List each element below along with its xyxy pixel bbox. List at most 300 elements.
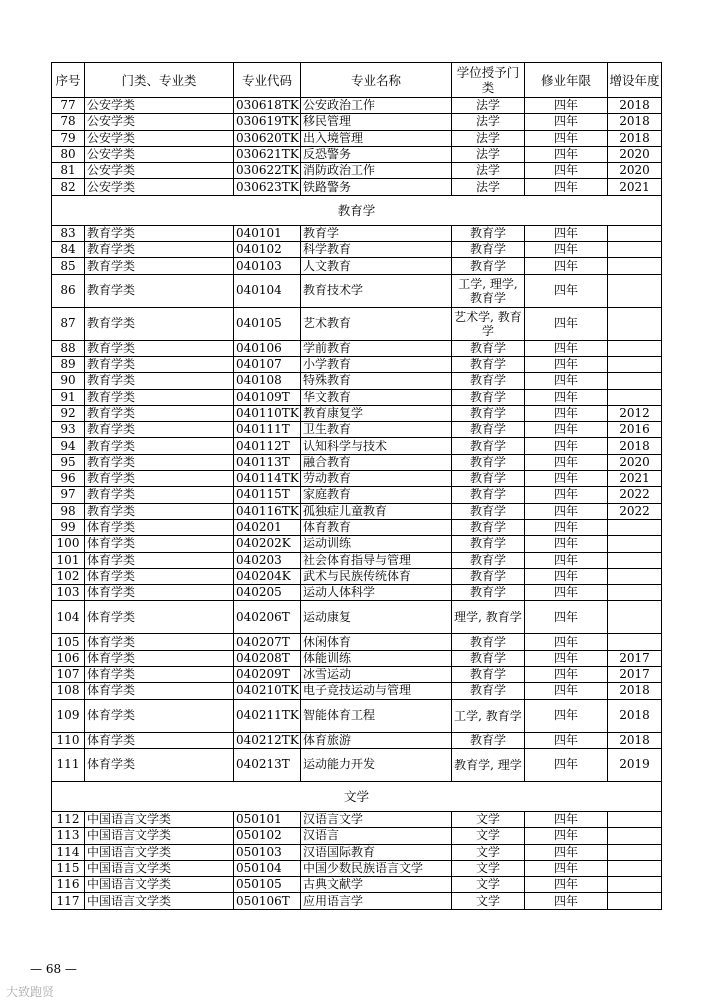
table-row: [52, 454, 662, 470]
row-code: 040213T: [234, 748, 301, 781]
table-row: [52, 340, 662, 356]
row-duration: 四年: [525, 650, 608, 666]
row-major-name: 体育教育: [301, 519, 452, 535]
row-category: 体育学类: [85, 650, 234, 666]
row-duration: 四年: [525, 519, 608, 535]
table-row: [52, 844, 662, 860]
table-row: [52, 650, 662, 666]
row-year: [608, 519, 662, 535]
table-row: [52, 601, 662, 634]
row-degree: 教育学: [452, 503, 525, 519]
row-year: 2016: [608, 422, 662, 438]
row-degree: 教育学: [452, 585, 525, 601]
row-year: [608, 389, 662, 405]
row-year: 2018: [608, 699, 662, 732]
row-code: 030620TK: [234, 130, 301, 146]
row-major-name: 劳动教育: [301, 471, 452, 487]
row-category: 体育学类: [85, 536, 234, 552]
row-index: 88: [52, 340, 85, 356]
row-degree: 教育学: [452, 732, 525, 748]
row-code: 040106: [234, 340, 301, 356]
table-row: [52, 667, 662, 683]
row-year: 2021: [608, 179, 662, 195]
row-duration: 四年: [525, 130, 608, 146]
table-row: [52, 503, 662, 519]
row-year: [608, 356, 662, 372]
row-code: 040212TK: [234, 732, 301, 748]
row-year: 2017: [608, 667, 662, 683]
row-degree: 教育学: [452, 438, 525, 454]
row-category: 教育学类: [85, 503, 234, 519]
row-year: [608, 373, 662, 389]
row-index: 87: [52, 307, 85, 340]
table-row: [52, 828, 662, 844]
row-duration: 四年: [525, 146, 608, 162]
header-code: 专业代码: [234, 63, 301, 98]
row-duration: 四年: [525, 811, 608, 827]
row-category: 中国语言文学类: [85, 860, 234, 876]
row-major-name: 冰雪运动: [301, 667, 452, 683]
row-year: [608, 877, 662, 893]
row-duration: 四年: [525, 471, 608, 487]
row-year: [608, 242, 662, 258]
row-code: 050103: [234, 844, 301, 860]
row-degree: 法学: [452, 98, 525, 114]
section-row: [52, 781, 662, 811]
row-major-name: 运动康复: [301, 601, 452, 634]
row-code: 040113T: [234, 454, 301, 470]
row-major-name: 孤独症儿童教育: [301, 503, 452, 519]
row-year: 2017: [608, 650, 662, 666]
row-code: 050106T: [234, 893, 301, 909]
row-code: 040107: [234, 356, 301, 372]
table-row: [52, 146, 662, 162]
row-year: 2018: [608, 438, 662, 454]
row-degree: 文学: [452, 877, 525, 893]
row-degree: 法学: [452, 114, 525, 130]
table-row: [52, 438, 662, 454]
table-row: [52, 163, 662, 179]
row-code: 040206T: [234, 601, 301, 634]
table-body: [52, 98, 662, 910]
table-row: [52, 98, 662, 114]
row-category: 体育学类: [85, 552, 234, 568]
row-degree: 法学: [452, 130, 525, 146]
row-year: [608, 828, 662, 844]
row-duration: 四年: [525, 389, 608, 405]
row-year: [608, 811, 662, 827]
row-major-name: 家庭教育: [301, 487, 452, 503]
row-index: 96: [52, 471, 85, 487]
row-category: 公安学类: [85, 179, 234, 195]
table-row: [52, 405, 662, 421]
row-index: 110: [52, 732, 85, 748]
row-major-name: 体育旅游: [301, 732, 452, 748]
row-category: 中国语言文学类: [85, 893, 234, 909]
row-code: 030621TK: [234, 146, 301, 162]
row-category: 教育学类: [85, 307, 234, 340]
row-major-name: 铁路警务: [301, 179, 452, 195]
row-year: 2018: [608, 114, 662, 130]
row-category: 公安学类: [85, 98, 234, 114]
row-category: 公安学类: [85, 114, 234, 130]
row-major-name: 社会体育指导与管理: [301, 552, 452, 568]
row-duration: 四年: [525, 877, 608, 893]
row-duration: 四年: [525, 225, 608, 241]
row-year: [608, 844, 662, 860]
row-index: 115: [52, 860, 85, 876]
row-major-name: 智能体育工程: [301, 699, 452, 732]
row-major-name: 华文教育: [301, 389, 452, 405]
row-degree: 教育学: [452, 634, 525, 650]
row-degree: 教育学: [452, 225, 525, 241]
row-duration: 四年: [525, 552, 608, 568]
row-degree: 教育学: [452, 340, 525, 356]
row-major-name: 教育学: [301, 225, 452, 241]
row-code: 040205: [234, 585, 301, 601]
row-degree: 文学: [452, 893, 525, 909]
row-degree: 艺术学, 教育学: [452, 307, 525, 340]
row-code: 030622TK: [234, 163, 301, 179]
row-index: 100: [52, 536, 85, 552]
row-index: 116: [52, 877, 85, 893]
row-duration: 四年: [525, 536, 608, 552]
row-code: 040211TK: [234, 699, 301, 732]
row-category: 教育学类: [85, 454, 234, 470]
table-row: [52, 732, 662, 748]
header-major-name: 专业名称: [301, 63, 452, 98]
row-index: 91: [52, 389, 85, 405]
row-degree: 教育学: [452, 552, 525, 568]
row-category: 教育学类: [85, 373, 234, 389]
row-index: 108: [52, 683, 85, 699]
row-year: [608, 225, 662, 241]
row-degree: 工学, 理学, 教育学: [452, 274, 525, 307]
row-index: 85: [52, 258, 85, 274]
row-index: 78: [52, 114, 85, 130]
row-major-name: 应用语言学: [301, 893, 452, 909]
row-category: 中国语言文学类: [85, 811, 234, 827]
row-category: 中国语言文学类: [85, 828, 234, 844]
row-category: 教育学类: [85, 340, 234, 356]
row-major-name: 电子竞技运动与管理: [301, 683, 452, 699]
row-index: 101: [52, 552, 85, 568]
table-row: [52, 699, 662, 732]
section-row: [52, 195, 662, 225]
row-code: 040210TK: [234, 683, 301, 699]
row-degree: 教育学: [452, 242, 525, 258]
table-row: [52, 519, 662, 535]
row-year: [608, 274, 662, 307]
table-row: [52, 487, 662, 503]
row-duration: 四年: [525, 340, 608, 356]
row-category: 体育学类: [85, 748, 234, 781]
row-index: 112: [52, 811, 85, 827]
row-major-name: 认知科学与技术: [301, 438, 452, 454]
table-row: [52, 114, 662, 130]
row-major-name: 小学教育: [301, 356, 452, 372]
row-year: 2012: [608, 405, 662, 421]
row-category: 公安学类: [85, 163, 234, 179]
row-degree: 教育学: [452, 519, 525, 535]
table-row: [52, 373, 662, 389]
row-duration: 四年: [525, 667, 608, 683]
row-duration: 四年: [525, 844, 608, 860]
row-code: 040110TK: [234, 405, 301, 421]
row-category: 体育学类: [85, 585, 234, 601]
row-major-name: 人文教育: [301, 258, 452, 274]
row-index: 77: [52, 98, 85, 114]
row-major-name: 汉语言: [301, 828, 452, 844]
row-major-name: 融合教育: [301, 454, 452, 470]
row-duration: 四年: [525, 438, 608, 454]
row-category: 教育学类: [85, 258, 234, 274]
row-duration: 四年: [525, 748, 608, 781]
row-duration: 四年: [525, 242, 608, 258]
row-code: 030618TK: [234, 98, 301, 114]
table-row: [52, 683, 662, 699]
row-index: 81: [52, 163, 85, 179]
row-degree: 文学: [452, 860, 525, 876]
row-duration: 四年: [525, 179, 608, 195]
row-year: 2018: [608, 130, 662, 146]
row-duration: 四年: [525, 732, 608, 748]
row-category: 教育学类: [85, 422, 234, 438]
row-duration: 四年: [525, 98, 608, 114]
row-code: 040115T: [234, 487, 301, 503]
row-degree: 教育学: [452, 258, 525, 274]
row-duration: 四年: [525, 258, 608, 274]
row-degree: 教育学, 理学: [452, 748, 525, 781]
table-row: [52, 389, 662, 405]
row-category: 体育学类: [85, 683, 234, 699]
row-duration: 四年: [525, 422, 608, 438]
row-index: 80: [52, 146, 85, 162]
row-index: 79: [52, 130, 85, 146]
row-duration: 四年: [525, 634, 608, 650]
row-code: 050105: [234, 877, 301, 893]
row-category: 教育学类: [85, 356, 234, 372]
row-index: 93: [52, 422, 85, 438]
section-title: 文学: [52, 781, 662, 811]
row-year: [608, 340, 662, 356]
row-index: 95: [52, 454, 85, 470]
row-degree: 教育学: [452, 568, 525, 584]
table-row: [52, 422, 662, 438]
row-code: 040209T: [234, 667, 301, 683]
row-category: 体育学类: [85, 667, 234, 683]
row-year: [608, 307, 662, 340]
row-index: 117: [52, 893, 85, 909]
row-major-name: 教育康复学: [301, 405, 452, 421]
row-category: 教育学类: [85, 471, 234, 487]
row-degree: 教育学: [452, 487, 525, 503]
row-index: 94: [52, 438, 85, 454]
row-major-name: 教育技术学: [301, 274, 452, 307]
row-index: 97: [52, 487, 85, 503]
row-code: 050104: [234, 860, 301, 876]
row-year: [608, 893, 662, 909]
header-year: 增设年度: [608, 63, 662, 98]
table-row: [52, 242, 662, 258]
row-duration: 四年: [525, 487, 608, 503]
row-year: 2020: [608, 163, 662, 179]
row-index: 99: [52, 519, 85, 535]
row-major-name: 艺术教育: [301, 307, 452, 340]
table-row: [52, 893, 662, 909]
row-degree: 教育学: [452, 389, 525, 405]
row-major-name: 科学教育: [301, 242, 452, 258]
row-degree: 教育学: [452, 405, 525, 421]
row-code: 040103: [234, 258, 301, 274]
row-degree: 教育学: [452, 422, 525, 438]
row-category: 体育学类: [85, 601, 234, 634]
row-index: 114: [52, 844, 85, 860]
row-category: 体育学类: [85, 699, 234, 732]
row-degree: 教育学: [452, 650, 525, 666]
row-degree: 教育学: [452, 667, 525, 683]
row-degree: 教育学: [452, 683, 525, 699]
row-year: [608, 860, 662, 876]
row-major-name: 汉语言文学: [301, 811, 452, 827]
table-row: [52, 536, 662, 552]
row-degree: 教育学: [452, 454, 525, 470]
row-year: 2022: [608, 503, 662, 519]
row-major-name: 运动训练: [301, 536, 452, 552]
row-duration: 四年: [525, 356, 608, 372]
row-category: 教育学类: [85, 405, 234, 421]
header-row: [52, 63, 662, 98]
row-category: 教育学类: [85, 389, 234, 405]
table-row: [52, 130, 662, 146]
row-code: 040203: [234, 552, 301, 568]
row-index: 113: [52, 828, 85, 844]
row-duration: 四年: [525, 373, 608, 389]
row-duration: 四年: [525, 405, 608, 421]
header-category: 门类、专业类: [85, 63, 234, 98]
row-year: [608, 536, 662, 552]
row-duration: 四年: [525, 274, 608, 307]
row-year: 2021: [608, 471, 662, 487]
row-index: 106: [52, 650, 85, 666]
row-degree: 教育学: [452, 471, 525, 487]
row-major-name: 休闲体育: [301, 634, 452, 650]
table-row: [52, 748, 662, 781]
table-row: [52, 225, 662, 241]
row-major-name: 特殊教育: [301, 373, 452, 389]
row-major-name: 运动人体科学: [301, 585, 452, 601]
row-duration: 四年: [525, 307, 608, 340]
row-index: 103: [52, 585, 85, 601]
row-index: 109: [52, 699, 85, 732]
row-code: 040104: [234, 274, 301, 307]
row-major-name: 出入境管理: [301, 130, 452, 146]
table-row: [52, 634, 662, 650]
row-category: 中国语言文学类: [85, 844, 234, 860]
row-code: 040114TK: [234, 471, 301, 487]
row-year: [608, 568, 662, 584]
row-code: 040101: [234, 225, 301, 241]
row-code: 040108: [234, 373, 301, 389]
row-degree: 工学, 教育学: [452, 699, 525, 732]
row-code: 040202K: [234, 536, 301, 552]
row-duration: 四年: [525, 683, 608, 699]
row-category: 体育学类: [85, 568, 234, 584]
row-duration: 四年: [525, 699, 608, 732]
row-code: 040109T: [234, 389, 301, 405]
row-duration: 四年: [525, 568, 608, 584]
page-number: — 68 —: [30, 962, 77, 976]
row-code: 040111T: [234, 422, 301, 438]
row-major-name: 学前教育: [301, 340, 452, 356]
row-category: 体育学类: [85, 519, 234, 535]
row-major-name: 移民管理: [301, 114, 452, 130]
row-code: 050102: [234, 828, 301, 844]
table-row: [52, 568, 662, 584]
row-major-name: 汉语国际教育: [301, 844, 452, 860]
row-year: [608, 585, 662, 601]
row-code: 040201: [234, 519, 301, 535]
row-duration: 四年: [525, 503, 608, 519]
table-row: [52, 356, 662, 372]
row-code: 040105: [234, 307, 301, 340]
row-major-name: 消防政治工作: [301, 163, 452, 179]
row-duration: 四年: [525, 828, 608, 844]
section-title: 教育学: [52, 195, 662, 225]
row-year: [608, 552, 662, 568]
table-row: [52, 552, 662, 568]
row-category: 公安学类: [85, 130, 234, 146]
table-row: [52, 274, 662, 307]
table-row: [52, 585, 662, 601]
row-degree: 文学: [452, 811, 525, 827]
row-code: 030619TK: [234, 114, 301, 130]
row-category: 教育学类: [85, 225, 234, 241]
table-row: [52, 811, 662, 827]
row-index: 105: [52, 634, 85, 650]
row-index: 86: [52, 274, 85, 307]
row-year: 2020: [608, 146, 662, 162]
table-row: [52, 860, 662, 876]
row-code: 040102: [234, 242, 301, 258]
row-index: 92: [52, 405, 85, 421]
row-year: [608, 258, 662, 274]
majors-table: [51, 62, 662, 910]
table-row: [52, 307, 662, 340]
row-degree: 教育学: [452, 536, 525, 552]
table-row: [52, 258, 662, 274]
header-duration: 修业年限: [525, 63, 608, 98]
row-index: 102: [52, 568, 85, 584]
row-duration: 四年: [525, 601, 608, 634]
row-degree: 法学: [452, 163, 525, 179]
row-code: 040116TK: [234, 503, 301, 519]
row-year: 2018: [608, 98, 662, 114]
row-degree: 文学: [452, 844, 525, 860]
row-major-name: 中国少数民族语言文学: [301, 860, 452, 876]
row-index: 90: [52, 373, 85, 389]
row-index: 107: [52, 667, 85, 683]
row-major-name: 公安政治工作: [301, 98, 452, 114]
row-duration: 四年: [525, 114, 608, 130]
row-duration: 四年: [525, 585, 608, 601]
row-category: 中国语言文学类: [85, 877, 234, 893]
row-code: 050101: [234, 811, 301, 827]
row-degree: 法学: [452, 179, 525, 195]
row-degree: 教育学: [452, 356, 525, 372]
row-code: 030623TK: [234, 179, 301, 195]
row-major-name: 卫生教育: [301, 422, 452, 438]
